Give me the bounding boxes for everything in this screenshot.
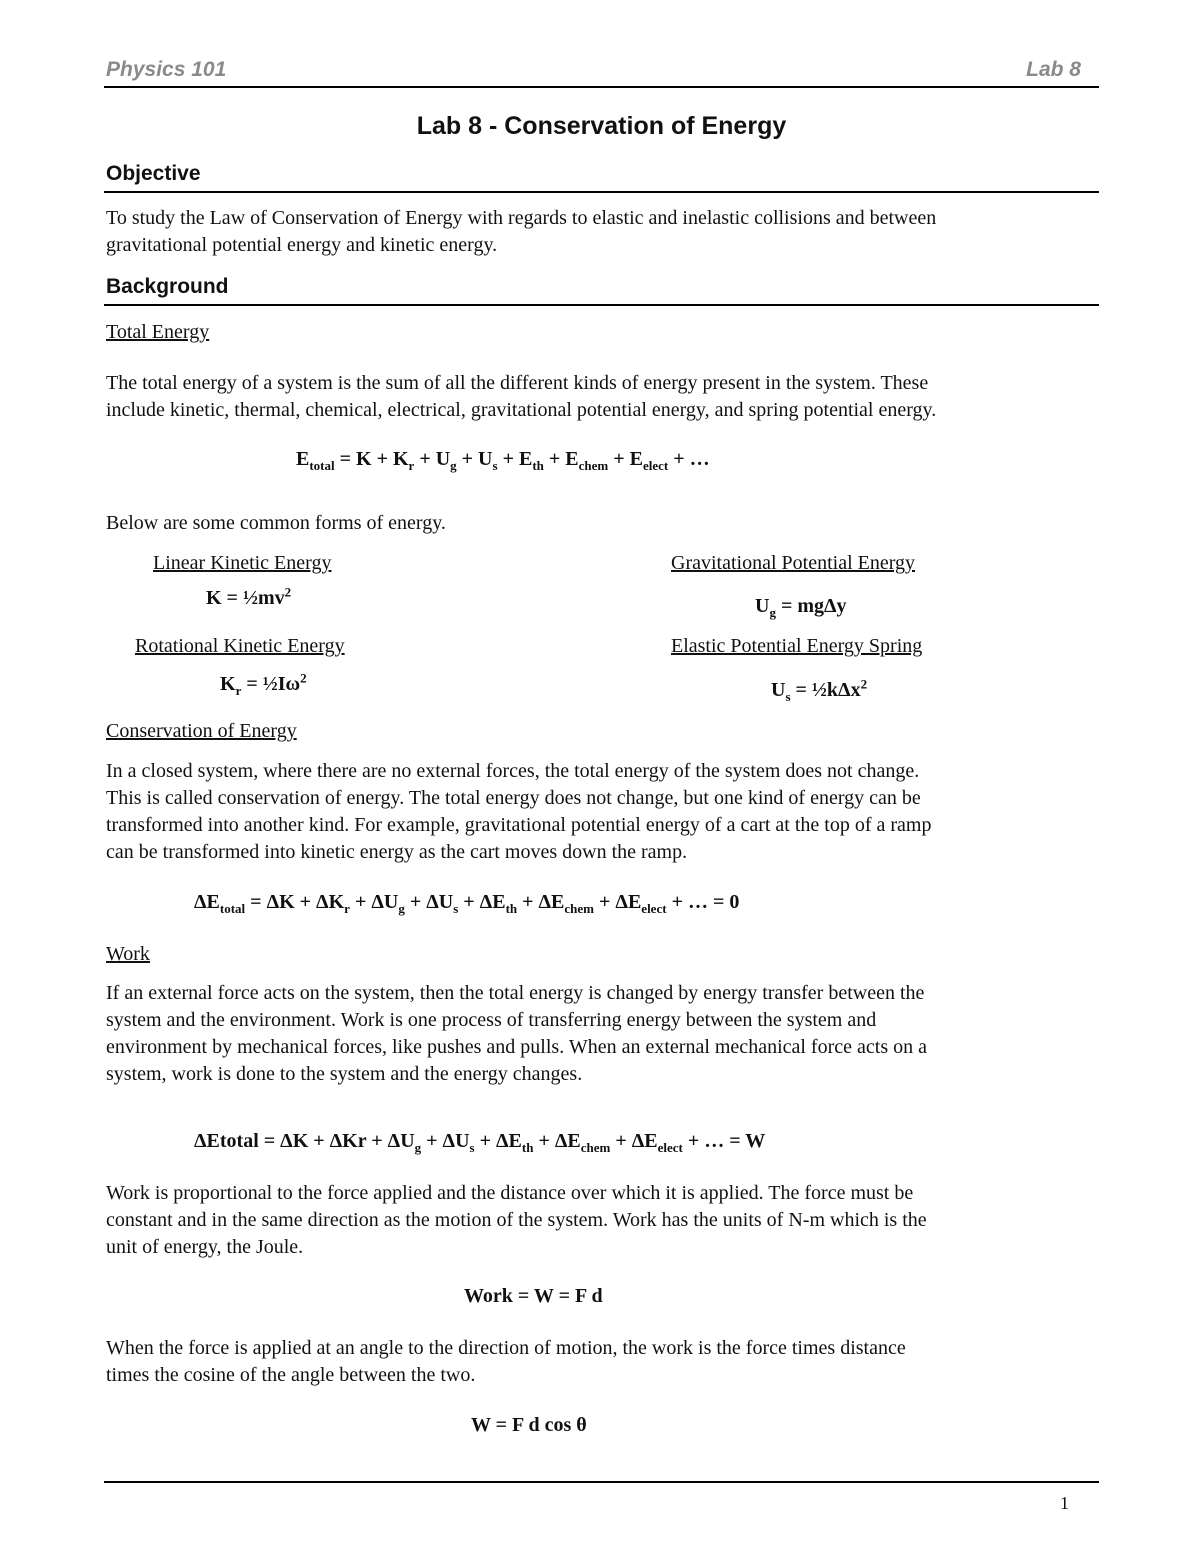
footer-rule bbox=[104, 1481, 1099, 1483]
header-course: Physics 101 bbox=[106, 58, 227, 81]
background-rule bbox=[104, 304, 1099, 306]
conservation-line-4: can be transformed into kinetic energy as the cart moves down the ramp. bbox=[106, 841, 688, 863]
work-line-9: times the cosine of the angle between the two. bbox=[106, 1364, 476, 1386]
page-title: Lab 8 - Conservation of Energy bbox=[416, 112, 787, 140]
elastic-equation: $U_s$ = ½kΔx$^2$ bbox=[771, 676, 868, 704]
work-line-6: constant and in the same direction as the motion of the system. Work has the units of N-m which is the bbox=[106, 1209, 927, 1231]
total-energy-line-1: The total energy of a system is the sum of all the different kinds of energy present in the system. These bbox=[106, 372, 929, 394]
work-line-5: Work is proportional to the force applied and the distance over which it is applied. The force must be bbox=[106, 1182, 914, 1204]
total-energy-line-2: include kinetic, thermal, chemical, electrical, gravitational potential energy, and spring potential energy. bbox=[106, 399, 937, 421]
objective-rule bbox=[104, 191, 1099, 193]
total-energy-subheading: Total Energy bbox=[106, 321, 210, 343]
linear-kinetic-label: Linear Kinetic Energy bbox=[153, 552, 332, 574]
elastic-label: Elastic Potential Energy Spring bbox=[671, 635, 923, 657]
gravitational-equation: $U_g = mg\Delta y$ bbox=[755, 595, 847, 620]
work-subheading: Work bbox=[106, 943, 150, 965]
work-line-8: When the force is applied at an angle to the direction of motion, the work is the force times distance bbox=[106, 1337, 906, 1359]
page-number: 1 bbox=[1060, 1493, 1069, 1513]
objective-line-2: gravitational potential energy and kinetic energy. bbox=[106, 234, 498, 256]
forms-intro: Below are some common forms of energy. bbox=[106, 512, 446, 534]
work-line-1: If an external force acts on the system, then the total energy is changed by energy transfer between the bbox=[106, 982, 925, 1004]
work-equation: Work = W = F d bbox=[464, 1285, 603, 1307]
work-energy-equation: ΔEtotal = $\Delta K + \Delta Kr + \Delta U_g + \Delta U_s + \Delta E_{th} + \Delta E_{chem} + \Delta E_{elect}$ + … = W bbox=[194, 1130, 766, 1155]
header-rule bbox=[104, 86, 1099, 88]
linear-kinetic-equation: $K = \frac{1}{2}mv^2$ bbox=[206, 584, 292, 609]
conservation-subheading: Conservation of Energy bbox=[106, 720, 297, 742]
gravitational-label: Gravitational Potential Energy bbox=[671, 552, 916, 574]
objective-heading: Objective bbox=[106, 162, 201, 185]
rotational-equation: $K_r$ = $\frac{1}{2}I\omega^2$ bbox=[220, 670, 307, 698]
objective-line-1: To study the Law of Conservation of Energy with regards to elastic and inelastic collisions and between bbox=[106, 207, 937, 229]
work-line-2: system and the environment. Work is one process of transferring energy between the system and bbox=[106, 1009, 877, 1031]
conservation-line-1: In a closed system, where there are no external forces, the total energy of the system does not change. bbox=[106, 760, 920, 782]
work-line-4: system, work is done to the system and the energy changes. bbox=[106, 1063, 583, 1085]
header-lab: Lab 8 bbox=[1026, 58, 1081, 81]
background-heading: Background bbox=[106, 275, 229, 298]
conservation-line-3: transformed into another kind. For example, gravitational potential energy of a cart at the top of a ramp bbox=[106, 814, 932, 836]
total-energy-equation: $E_{total} = K + K_r + U_g + U_s + E_{th} + E_{chem} + E_{elect}$ + … bbox=[296, 448, 710, 473]
conservation-line-2: This is called conservation of energy. The total energy does not change, but one kind of energy can be bbox=[106, 787, 921, 809]
angle-work-equation: W = F d cos θ bbox=[471, 1414, 587, 1436]
work-line-3: environment by mechanical forces, like pushes and pulls. When an external mechanical force acts on a bbox=[106, 1036, 927, 1058]
work-line-7: unit of energy, the Joule. bbox=[106, 1236, 304, 1258]
rotational-label: Rotational Kinetic Energy bbox=[135, 635, 345, 657]
conservation-equation: $\Delta E_{total} = \Delta K + \Delta K_r + \Delta U_g + \Delta U_s + \Delta E_{th} + \Delta E_{chem} + \Delta E_{elect}$ + … = 0 bbox=[194, 891, 740, 916]
